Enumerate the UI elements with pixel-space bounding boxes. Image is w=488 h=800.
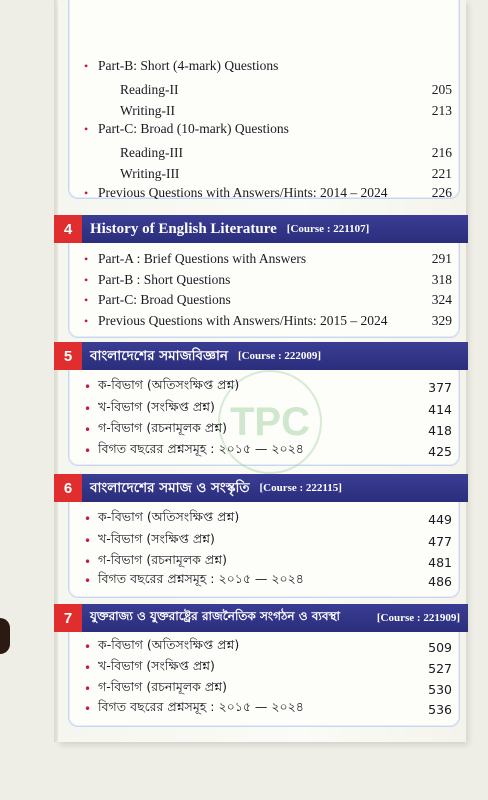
bullet-icon: • (84, 444, 92, 458)
section-header[interactable] (54, 604, 468, 632)
toc-row[interactable] (84, 311, 452, 331)
bullet-icon: • (84, 512, 92, 526)
toc-row-label: Part-B : Short Questions (98, 272, 231, 287)
bullet-icon: • (84, 251, 89, 266)
section-title-bar (82, 215, 468, 243)
toc-row-page: 318 (431, 272, 452, 287)
toc-row[interactable] (120, 143, 452, 163)
section-title: বাংলাদেশের সমাজ ও সংস্কৃতি (90, 479, 250, 496)
toc-row[interactable] (84, 679, 452, 699)
section-header[interactable] (54, 342, 468, 370)
toc-row-page: 509 (428, 639, 452, 655)
bullet-icon: • (84, 555, 92, 569)
bullet-icon: • (84, 574, 92, 588)
toc-row-label: বিগত বছরের প্রশ্নসমূহ : ২০১৫ — ২০২৪ (98, 571, 304, 586)
toc-row[interactable] (84, 56, 452, 76)
bullet-icon: • (84, 121, 89, 136)
toc-row[interactable] (84, 183, 452, 203)
section-header[interactable] (54, 474, 468, 502)
toc-row-page: 205 (431, 82, 452, 97)
toc-row-page: 221 (431, 166, 452, 181)
toc-row-label: খ-বিভাগ (সংক্ষিপ্ত প্রশ্ন) (98, 399, 215, 414)
toc-row[interactable] (84, 377, 452, 397)
toc-row[interactable] (84, 441, 452, 461)
course-code: [Course : 221909] (376, 612, 460, 624)
toc-row-page: 291 (431, 251, 452, 266)
toc-row[interactable] (84, 119, 452, 139)
section-title-bar (82, 342, 468, 370)
toc-row-page: 377 (428, 379, 452, 395)
bullet-icon: • (84, 661, 92, 675)
section-number: 6 (54, 474, 82, 502)
bullet-icon: • (84, 402, 92, 416)
finger-shadow (0, 618, 10, 654)
toc-row-label: গ-বিভাগ (রচনামূলক প্রশ্ন) (98, 420, 227, 435)
toc-row-page: 425 (428, 443, 452, 459)
toc-row-label: Previous Questions with Answers/Hints: 2014 – 2024 (98, 185, 388, 200)
section-title: বাংলাদেশের সমাজবিজ্ঞান (90, 347, 228, 364)
toc-row-page: 418 (428, 422, 452, 438)
toc-row-label: বিগত বছরের প্রশ্নসমূহ : ২০১৫ — ২০২৪ (98, 441, 304, 456)
toc-row[interactable] (84, 399, 452, 419)
toc-row[interactable] (84, 531, 452, 551)
toc-row-label: খ-বিভাগ (সংক্ষিপ্ত প্রশ্ন) (98, 531, 215, 546)
toc-row[interactable] (84, 249, 452, 269)
toc-row[interactable] (84, 509, 452, 529)
section-title-bar (82, 604, 468, 632)
toc-row[interactable] (84, 637, 452, 657)
bullet-icon: • (84, 313, 89, 328)
bullet-icon: • (84, 380, 92, 394)
toc-row[interactable] (84, 552, 452, 572)
bullet-icon: • (84, 640, 92, 654)
toc-row-label: Previous Questions with Answers/Hints: 2015 – 2024 (98, 313, 388, 328)
toc-row-page: 414 (428, 401, 452, 417)
bullet-icon: • (84, 58, 89, 73)
course-code: [Course : 222009] (237, 350, 322, 362)
watermark-logo: TPC (218, 370, 322, 474)
bullet-icon: • (84, 272, 89, 287)
course-code: [Course : 222115] (259, 482, 342, 494)
toc-row-label: Part-A : Brief Questions with Answers (98, 251, 307, 266)
bullet-icon: • (84, 423, 92, 437)
toc-row-label: Reading-II (120, 82, 179, 97)
toc-row-label: গ-বিভাগ (রচনামূলক প্রশ্ন) (98, 679, 227, 694)
toc-row-label: Part-C: Broad Questions (98, 292, 231, 307)
toc-row-label: Part-B: Short (4-mark) Questions (98, 58, 279, 73)
toc-row-page: 324 (431, 292, 452, 307)
toc-row[interactable] (84, 290, 452, 310)
toc-row-page: 486 (428, 573, 452, 589)
section-number: 7 (54, 604, 82, 632)
section-number: 5 (54, 342, 82, 370)
toc-row[interactable] (120, 164, 452, 184)
toc-row[interactable] (84, 658, 452, 678)
toc-row-page: 216 (431, 145, 452, 160)
toc-row-label: Reading-III (120, 145, 183, 160)
bullet-icon: • (84, 534, 92, 548)
toc-row-page: 477 (428, 533, 452, 549)
section-title: History of English Literature (90, 220, 277, 237)
toc-row-label: ক-বিভাগ (অতিসংক্ষিপ্ত প্রশ্ন) (98, 377, 240, 392)
toc-row[interactable] (120, 101, 452, 121)
toc-row[interactable] (84, 571, 452, 591)
toc-row-page: 226 (431, 185, 452, 200)
toc-row-label: Writing-II (120, 103, 175, 118)
section-header[interactable] (54, 215, 468, 243)
toc-row-label: গ-বিভাগ (রচনামূলক প্রশ্ন) (98, 552, 227, 567)
toc-row-page: 527 (428, 660, 452, 676)
bullet-icon: • (84, 185, 89, 200)
bullet-icon: • (84, 292, 89, 307)
toc-row-page: 213 (431, 103, 452, 118)
toc-row-label: Writing-III (120, 166, 180, 181)
toc-row[interactable] (84, 420, 452, 440)
course-code: [Course : 221107] (286, 223, 370, 235)
toc-row-page: 530 (428, 681, 452, 697)
toc-row-label: ক-বিভাগ (অতিসংক্ষিপ্ত প্রশ্ন) (98, 637, 240, 652)
toc-row[interactable] (84, 270, 452, 290)
section-number: 4 (54, 215, 82, 243)
toc-row[interactable] (84, 699, 452, 719)
section-title-bar (82, 474, 468, 502)
toc-row-label: খ-বিভাগ (সংক্ষিপ্ত প্রশ্ন) (98, 658, 215, 673)
toc-row-label: Part-C: Broad (10-mark) Questions (98, 121, 289, 136)
toc-row[interactable] (120, 80, 452, 100)
bullet-icon: • (84, 702, 92, 716)
bullet-icon: • (84, 682, 92, 696)
toc-row-page: 329 (431, 313, 452, 328)
toc-row-label: বিগত বছরের প্রশ্নসমূহ : ২০১৫ — ২০২৪ (98, 699, 304, 714)
toc-row-page: 449 (428, 511, 452, 527)
toc-row-page: 481 (428, 554, 452, 570)
toc-row-label: ক-বিভাগ (অতিসংক্ষিপ্ত প্রশ্ন) (98, 509, 240, 524)
toc-row-page: 536 (428, 701, 452, 717)
section-title: যুক্তরাজ্য ও যুক্তরাষ্ট্রের রাজনৈতিক সংগঠন ও ব্যবস্থা (90, 609, 340, 623)
